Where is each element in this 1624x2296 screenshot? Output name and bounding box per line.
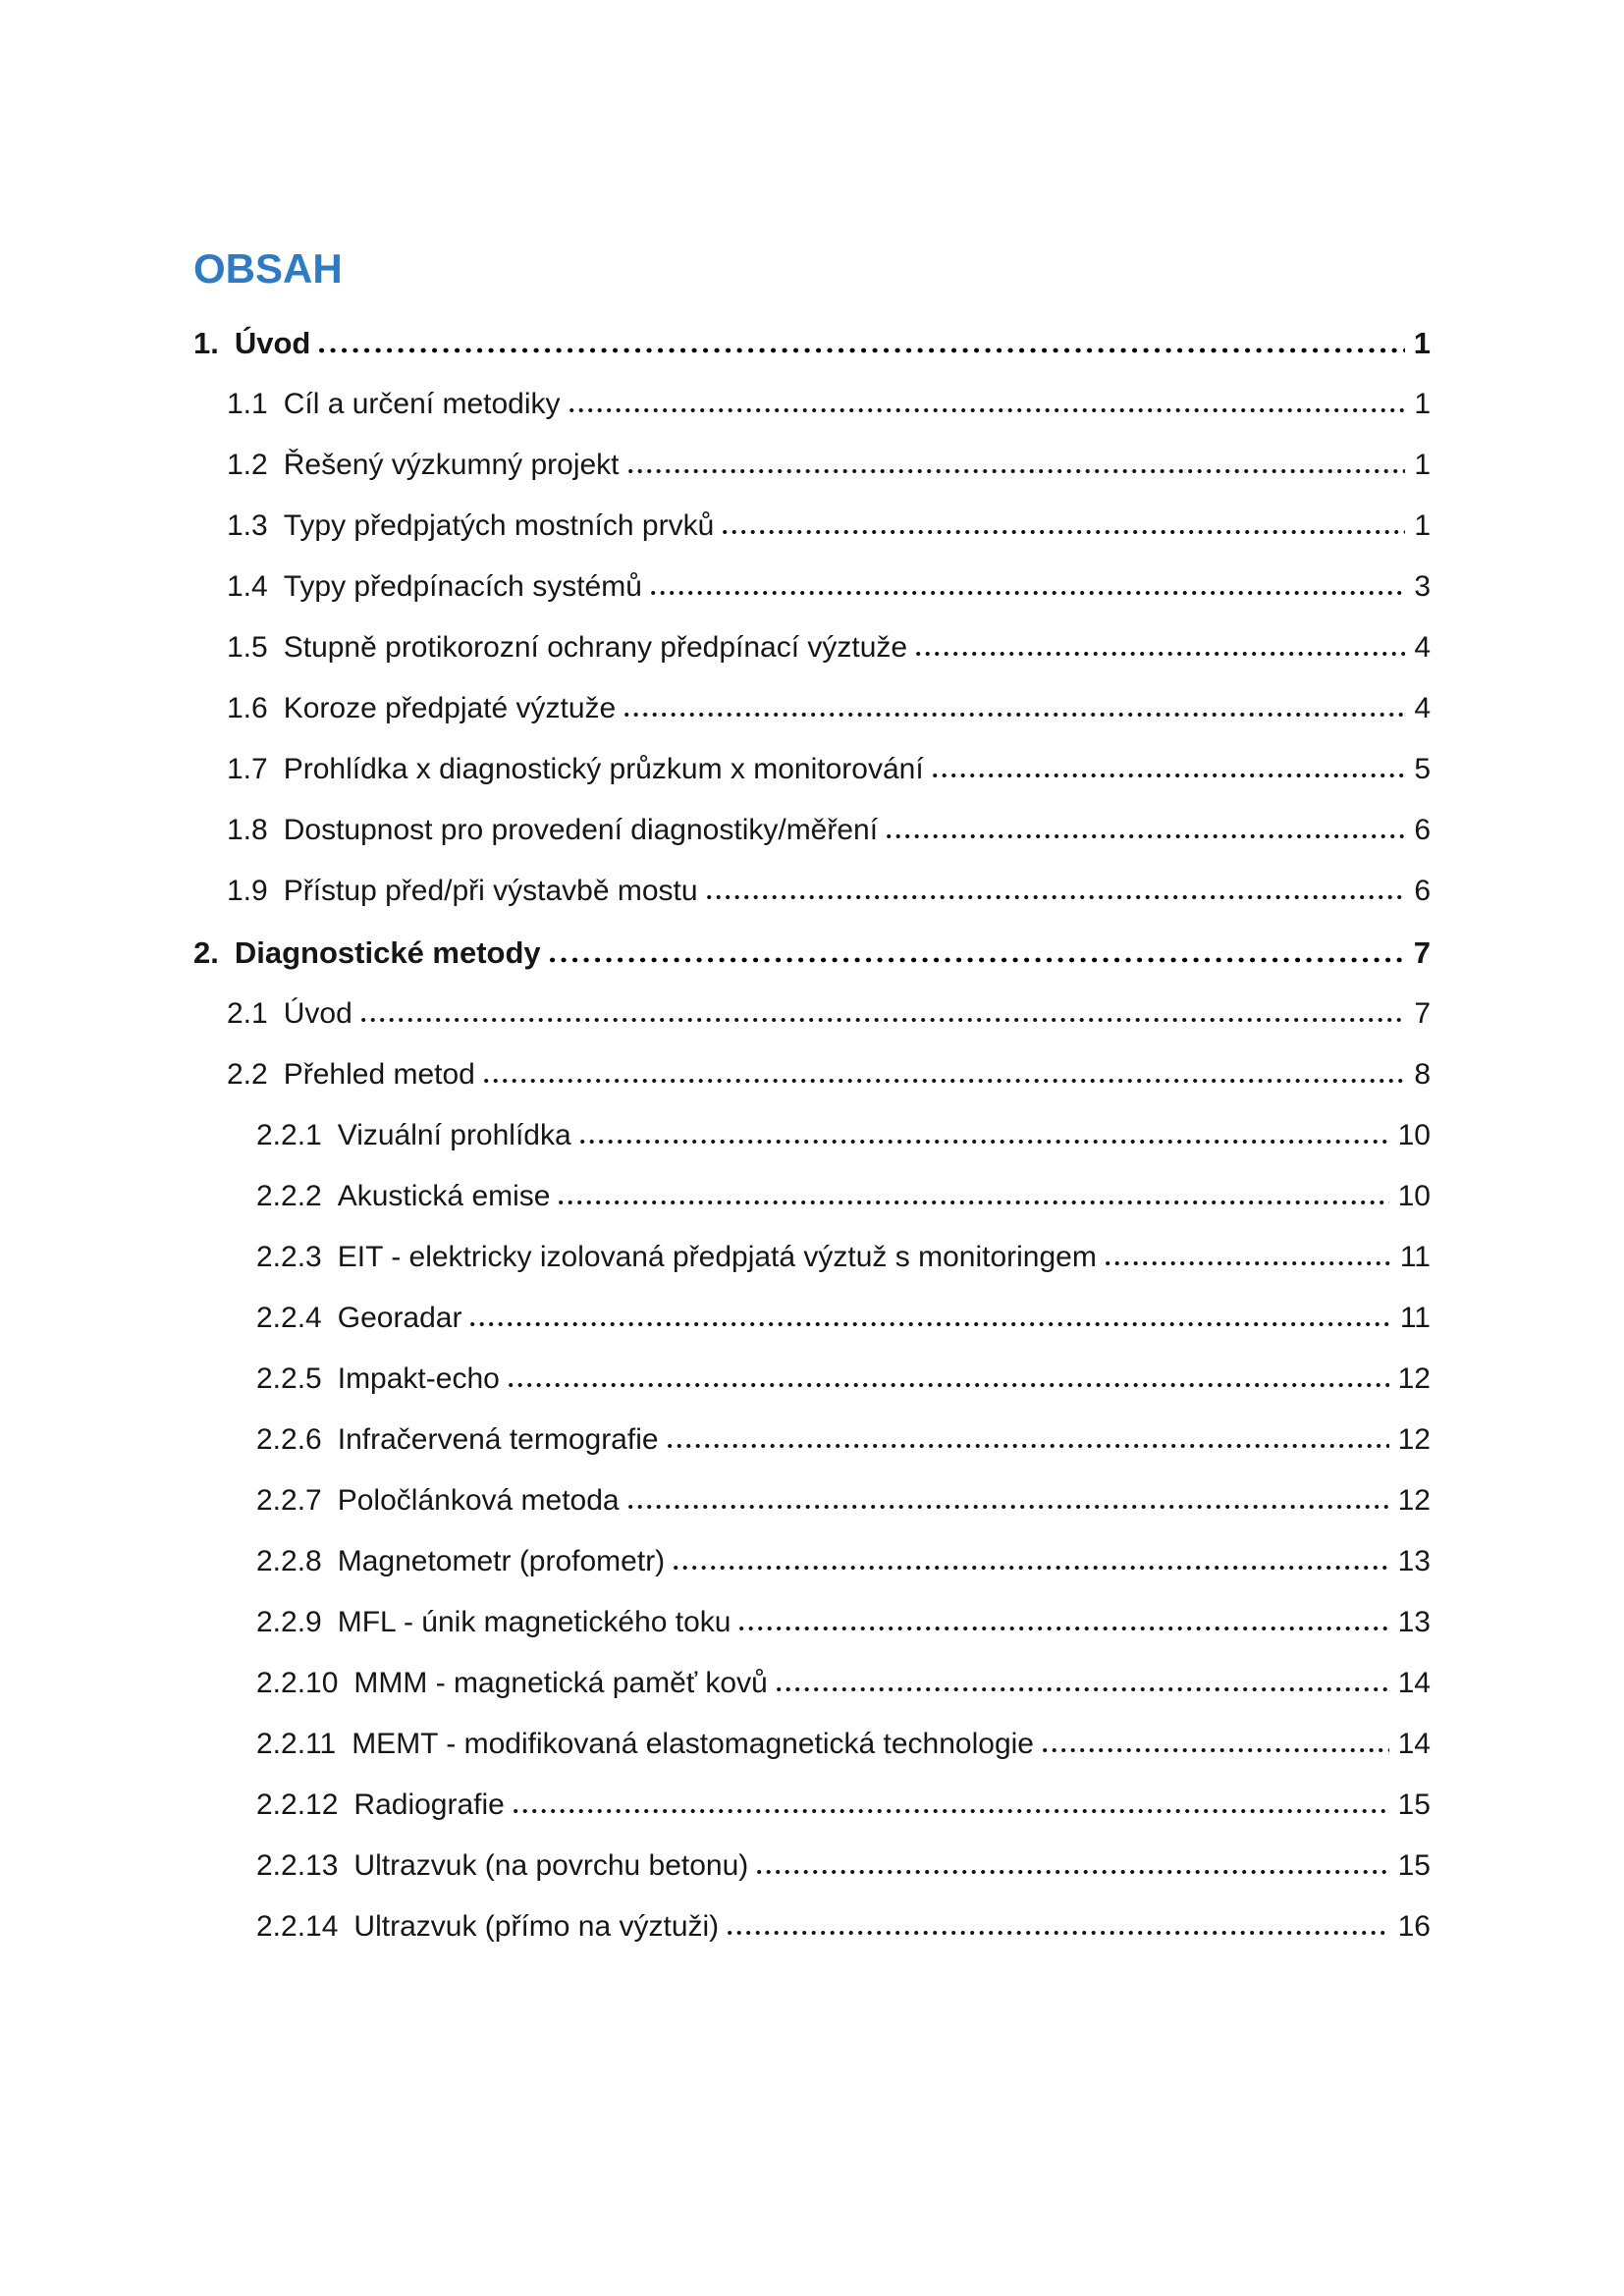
toc-entry[interactable] bbox=[193, 872, 1431, 910]
toc-entry-number: 2.2.12 bbox=[256, 1789, 339, 1821]
toc-entry-page: 13 bbox=[1397, 1606, 1431, 1638]
toc-entry-label: Ultrazvuk (přímo na výztuži) bbox=[353, 1910, 720, 1943]
dot-leader bbox=[668, 1443, 1389, 1449]
toc-entry[interactable] bbox=[193, 1542, 1431, 1580]
toc-entry-page: 4 bbox=[1414, 631, 1431, 664]
toc-entry-page: 1 bbox=[1414, 509, 1431, 542]
toc-entry[interactable] bbox=[193, 1481, 1431, 1520]
dot-leader bbox=[1106, 1260, 1391, 1266]
toc-entry-page: 7 bbox=[1414, 997, 1431, 1030]
toc-entry-page: 15 bbox=[1397, 1789, 1431, 1821]
toc-entry-page: 12 bbox=[1397, 1362, 1431, 1395]
toc-entry-page: 12 bbox=[1397, 1484, 1431, 1517]
toc-entry[interactable] bbox=[193, 1725, 1431, 1763]
toc-entry-number: 1.2 bbox=[227, 449, 268, 481]
toc-entry-label: MMM - magnetická paměť kovů bbox=[353, 1667, 768, 1699]
toc-entry[interactable] bbox=[193, 1299, 1431, 1337]
toc-entry-label: Typy předpjatých mostních prvků bbox=[283, 509, 715, 542]
page-title: OBSAH bbox=[193, 245, 343, 292]
dot-leader bbox=[674, 1565, 1388, 1571]
toc-entry-number: 2.2 bbox=[227, 1058, 268, 1091]
toc-entry-page: 5 bbox=[1414, 753, 1431, 785]
toc-entry-number: 1.9 bbox=[227, 875, 268, 907]
toc-entry-label: Přístup před/při výstavbě mostu bbox=[283, 875, 698, 907]
toc-entry-label: Přehled metod bbox=[283, 1058, 475, 1091]
toc-entry-number: 1. bbox=[193, 326, 219, 360]
toc-entry-page: 14 bbox=[1397, 1667, 1431, 1699]
toc-entry[interactable] bbox=[193, 507, 1431, 545]
toc-entry[interactable] bbox=[193, 628, 1431, 667]
dot-leader bbox=[361, 1017, 1406, 1023]
toc-entry[interactable] bbox=[193, 1238, 1431, 1276]
toc-entry-label: MEMT - modifikovaná elastomagnetická technologie bbox=[352, 1728, 1034, 1760]
toc-entry-number: 1.8 bbox=[227, 814, 268, 846]
toc-entry-page: 1 bbox=[1413, 326, 1431, 360]
toc-entry-label: Cíl a určení metodiky bbox=[283, 388, 561, 420]
toc-entry[interactable] bbox=[193, 1846, 1431, 1885]
toc-entry-page: 1 bbox=[1414, 388, 1431, 420]
toc-entry-number: 2.2.1 bbox=[256, 1119, 322, 1151]
toc-entry-page: 7 bbox=[1413, 935, 1431, 970]
dot-leader bbox=[559, 1200, 1388, 1205]
toc-entry[interactable] bbox=[193, 1177, 1431, 1215]
toc-entry-number: 2.2.9 bbox=[256, 1606, 322, 1638]
toc-entry-label: Poločlánková metoda bbox=[337, 1484, 620, 1517]
dot-leader bbox=[580, 1139, 1389, 1145]
toc-entry-page: 12 bbox=[1397, 1423, 1431, 1456]
dot-leader bbox=[707, 894, 1406, 900]
toc-entry-page: 16 bbox=[1397, 1910, 1431, 1943]
toc-entry[interactable] bbox=[193, 750, 1431, 788]
toc-entry-label: Impakt-echo bbox=[337, 1362, 500, 1395]
dot-leader bbox=[470, 1321, 1390, 1327]
toc-entry-page: 4 bbox=[1414, 692, 1431, 724]
toc-entry-page: 6 bbox=[1414, 875, 1431, 907]
dot-leader bbox=[550, 957, 1405, 964]
dot-leader bbox=[569, 407, 1406, 413]
dot-leader bbox=[484, 1078, 1405, 1084]
toc-entry-number: 1.3 bbox=[227, 509, 268, 542]
toc-entry-number: 2.2.13 bbox=[256, 1849, 339, 1882]
toc-entry-number: 2.2.6 bbox=[256, 1423, 322, 1456]
dot-leader bbox=[757, 1869, 1388, 1875]
dot-leader bbox=[628, 468, 1406, 474]
dot-leader bbox=[777, 1686, 1389, 1692]
toc-entry-label: Radiografie bbox=[353, 1789, 505, 1821]
dot-leader bbox=[916, 651, 1405, 657]
toc-entry-number: 2.2.14 bbox=[256, 1910, 339, 1943]
toc-entry-page: 11 bbox=[1399, 1241, 1431, 1273]
toc-entry-page: 10 bbox=[1397, 1180, 1431, 1212]
toc-entry-label: EIT - elektricky izolovaná předpjatá výztuž s monitoringem bbox=[337, 1241, 1097, 1273]
toc-entry-label: Georadar bbox=[337, 1302, 462, 1334]
toc-entry[interactable] bbox=[193, 324, 1431, 362]
toc-entry-label: Úvod bbox=[283, 997, 352, 1030]
toc-entry[interactable] bbox=[193, 1360, 1431, 1398]
toc-entry-number: 2.2.11 bbox=[256, 1728, 337, 1760]
toc-entry-label: Diagnostické metody bbox=[234, 935, 541, 970]
toc-entry[interactable] bbox=[193, 446, 1431, 484]
dot-leader bbox=[739, 1626, 1388, 1631]
toc-entry-page: 6 bbox=[1414, 814, 1431, 846]
toc-entry-number: 2.2.10 bbox=[256, 1667, 339, 1699]
toc-entry[interactable] bbox=[193, 1664, 1431, 1702]
toc-entry-label: Infračervená termografie bbox=[337, 1423, 659, 1456]
toc-entry[interactable] bbox=[193, 385, 1431, 423]
toc-entry-label: Ultrazvuk (na povrchu betonu) bbox=[353, 1849, 749, 1882]
toc-entry-label: Vizuální prohlídka bbox=[337, 1119, 571, 1151]
toc-entry-page: 3 bbox=[1414, 570, 1431, 603]
toc-entry[interactable] bbox=[193, 567, 1431, 606]
toc-entry[interactable] bbox=[193, 934, 1431, 972]
dot-leader bbox=[728, 1930, 1388, 1936]
toc-entry-label: Stupně protikorozní ochrany předpínací výztuže bbox=[283, 631, 908, 664]
toc-entry-number: 1.4 bbox=[227, 570, 268, 603]
toc-entry-page: 13 bbox=[1397, 1545, 1431, 1577]
toc-entry-number: 1.6 bbox=[227, 692, 268, 724]
dot-leader bbox=[624, 712, 1405, 718]
toc-entry[interactable] bbox=[193, 1420, 1431, 1459]
toc-entry-label: Prohlídka x diagnostický průzkum x monitorování bbox=[283, 753, 924, 785]
toc-entry-label: Magnetometr (profometr) bbox=[337, 1545, 666, 1577]
toc-entry-number: 2. bbox=[193, 935, 219, 970]
toc-entry-label: Typy předpínacích systémů bbox=[283, 570, 642, 603]
toc-entry-label: MFL - únik magnetického toku bbox=[337, 1606, 731, 1638]
toc-entry-page: 8 bbox=[1414, 1058, 1431, 1091]
toc-entry-number: 1.7 bbox=[227, 753, 268, 785]
dot-leader bbox=[1043, 1747, 1389, 1753]
toc-entry-page: 11 bbox=[1399, 1302, 1431, 1334]
toc-entry[interactable] bbox=[193, 811, 1431, 849]
toc-entry-number: 2.1 bbox=[227, 997, 268, 1030]
toc-entry-number: 2.2.3 bbox=[256, 1241, 322, 1273]
toc-entry-page: 14 bbox=[1397, 1728, 1431, 1760]
toc-entry-number: 2.2.8 bbox=[256, 1545, 322, 1577]
toc-entry-page: 15 bbox=[1397, 1849, 1431, 1882]
toc-entry-number: 2.2.5 bbox=[256, 1362, 322, 1395]
toc-entry[interactable] bbox=[193, 1055, 1431, 1094]
dot-leader bbox=[723, 529, 1405, 535]
toc-entry[interactable] bbox=[193, 1603, 1431, 1641]
toc-entry-number: 1.1 bbox=[227, 388, 268, 420]
toc-entry-page: 10 bbox=[1397, 1119, 1431, 1151]
toc-entry-number: 2.2.4 bbox=[256, 1302, 322, 1334]
dot-leader bbox=[887, 833, 1405, 839]
toc-entry[interactable] bbox=[193, 1786, 1431, 1824]
dot-leader bbox=[514, 1808, 1389, 1814]
dot-leader bbox=[651, 590, 1405, 596]
toc-entry-label: Řešený výzkumný projekt bbox=[283, 449, 620, 481]
toc-entry-number: 2.2.2 bbox=[256, 1180, 322, 1212]
toc-entry-label: Koroze předpjaté výztuže bbox=[283, 692, 617, 724]
toc-entry-label: Dostupnost pro provedení diagnostiky/měření bbox=[283, 814, 879, 846]
toc-entry-number: 1.5 bbox=[227, 631, 268, 664]
dot-leader bbox=[628, 1504, 1389, 1510]
toc-entry[interactable] bbox=[193, 1907, 1431, 1946]
toc-entry[interactable] bbox=[193, 1116, 1431, 1154]
table-of-contents bbox=[193, 324, 1431, 1946]
toc-entry-label: Akustická emise bbox=[337, 1180, 551, 1212]
toc-entry-page: 1 bbox=[1414, 449, 1431, 481]
toc-entry-label: Úvod bbox=[234, 326, 311, 360]
dot-leader bbox=[509, 1382, 1389, 1388]
toc-entry[interactable] bbox=[193, 994, 1431, 1033]
dot-leader bbox=[933, 773, 1406, 778]
toc-entry-number: 2.2.7 bbox=[256, 1484, 322, 1517]
dot-leader bbox=[319, 347, 1404, 354]
toc-entry[interactable] bbox=[193, 689, 1431, 727]
